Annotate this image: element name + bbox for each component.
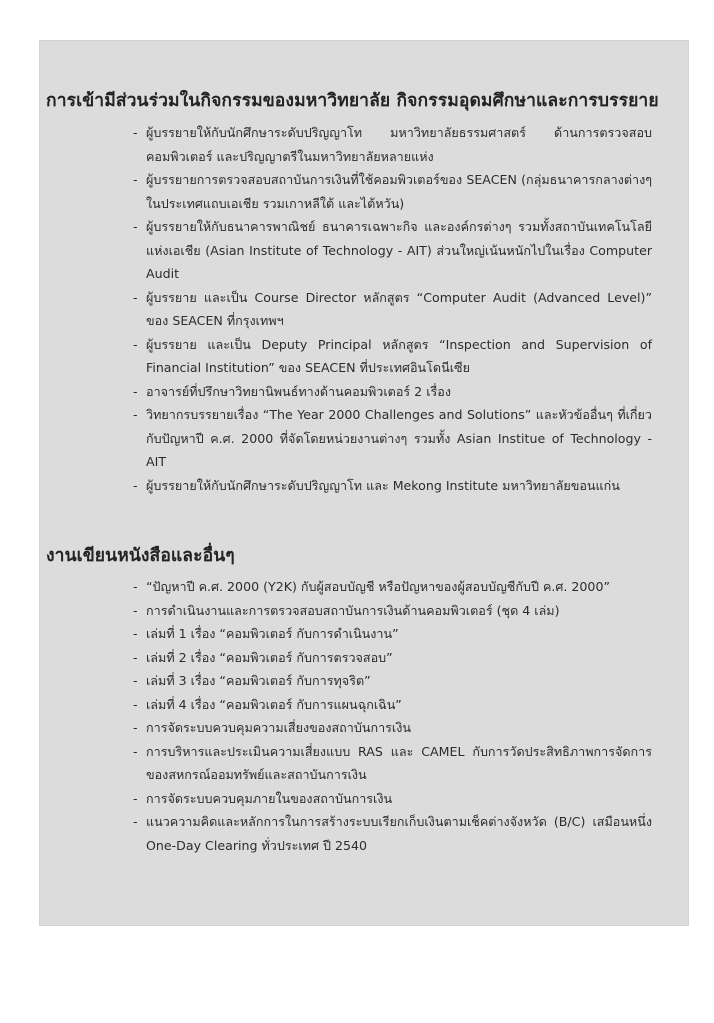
bullet-dash: - — [133, 172, 138, 187]
list-item-text: การจัดระบบควบคุมภายในของสถาบันการเงิน — [146, 790, 393, 806]
bullet-dash: - — [133, 579, 138, 594]
bullet-dash: - — [133, 814, 138, 829]
list-item — [133, 333, 652, 380]
list-item-text: แนวความคิดและหลักการในการสร้างระบบเรียกเก็บเงินตามเช็คต่างจังหวัด (B/C) เสมือนหนึ่ง One-Day Clearing ทั่วประเทศ ปี 2540 — [146, 814, 652, 853]
bullet-dash: - — [133, 125, 138, 140]
list-item — [133, 380, 652, 404]
list-item-text: อาจารย์ที่ปรึกษาวิทยานิพนธ์ทางด้านคอมพิวเตอร์ 2 เรื่อง — [146, 383, 451, 399]
bullet-dash: - — [133, 289, 138, 305]
sub-list-item — [133, 693, 652, 717]
list-item-text: การดำเนินงานและการตรวจสอบสถาบันการเงินด้านคอมพิวเตอร์ (ชุด 4 เล่ม) — [146, 602, 560, 618]
bullet-dash: - — [133, 790, 138, 806]
list-item — [133, 121, 652, 168]
list-item-text: “ปัญหาปี ค.ศ. 2000 (Y2K) กับผู้สอบบัญชี หรือปัญหาของผู้สอบบัญชีกับปี ค.ศ. 2000” — [146, 579, 610, 594]
list-item-text: เล่มที่ 1 เรื่อง “คอมพิวเตอร์ กับการดำเนินงาน” — [146, 626, 399, 641]
list-item-text: เล่มที่ 4 เรื่อง “คอมพิวเตอร์ กับการแผนฉุกเฉิน” — [146, 696, 402, 712]
bullet-dash: - — [133, 602, 138, 618]
list-item — [133, 787, 652, 811]
activities-list — [133, 121, 652, 497]
bullet-dash: - — [133, 336, 138, 352]
bullet-dash: - — [133, 743, 138, 759]
sub-list-item — [133, 622, 652, 646]
list-item-text: ผู้บรรยายให้กับธนาคารพาณิชย์ ธนาคารเฉพาะกิจ และองค์กรต่างๆ รวมทั้งสถาบันเทคโนโลยีแห่งเอเชีย (Asian Institute of Technology - AIT) ส่วนใหญ่เน้นหนักไปในเรื่อง Computer Audit — [146, 219, 652, 281]
list-item — [133, 168, 652, 215]
list-item-text: การบริหารและประเมินความเสี่ยงแบบ RAS และ CAMEL กับการวัดประสิทธิภาพการจัดการของสหกรณ์ออมทรัพย์และสถาบันการเงิน — [146, 743, 652, 782]
list-item-text: การจัดระบบควบคุมความเสี่ยงของสถาบันการเงิน — [146, 720, 411, 735]
bullet-dash: - — [133, 696, 138, 712]
sub-list-item — [133, 646, 652, 670]
list-item-text: เล่มที่ 3 เรื่อง “คอมพิวเตอร์ กับการทุจริต” — [146, 673, 371, 688]
bullet-dash: - — [133, 626, 138, 641]
list-item-text: ผู้บรรยายให้กับนักศึกษาระดับปริญญาโท และ Mekong Institute มหาวิทยาลัยขอนแก่น — [146, 477, 620, 493]
bullet-dash: - — [133, 477, 138, 493]
bullet-dash: - — [133, 407, 138, 422]
writings-list — [133, 575, 652, 857]
list-item-text: วิทยากรบรรยายเรื่อง “The Year 2000 Challenges and Solutions” และหัวข้ออื่นๆ ที่เกี่ยวกับปัญหาปี ค.ศ. 2000 ที่จัดโดยหน่วยงานต่างๆ รวมทั้ง Asian Institue of Technology - AIT — [146, 407, 652, 469]
section-heading-writings: งานเขียนหนังสือและอื่นๆ — [46, 546, 235, 566]
list-item — [133, 286, 652, 333]
section-heading-activities: การเข้ามีส่วนร่วมในกิจกรรมของมหาวิทยาลัย กิจกรรมอุดมศึกษาและการบรรยาย — [46, 91, 659, 111]
list-item-text: ผู้บรรยาย และเป็น Course Director หลักสูตร “Computer Audit (Advanced Level)” ของ SEACEN ที่กรุงเทพฯ — [146, 289, 652, 328]
bullet-dash: - — [133, 673, 138, 688]
bullet-dash: - — [133, 383, 138, 399]
list-item — [133, 575, 652, 599]
list-item-text: ผู้บรรยายการตรวจสอบสถาบันการเงินที่ใช้คอมพิวเตอร์ของ SEACEN (กลุ่มธนาคารกลางต่างๆ ในประเทศแถบเอเชีย รวมเกาหลีใต้ และไต้หวัน) — [146, 172, 652, 211]
bullet-dash: - — [133, 219, 138, 234]
sub-list-item — [133, 669, 652, 693]
bullet-dash: - — [133, 649, 138, 665]
list-item — [133, 810, 652, 857]
list-item — [133, 599, 652, 623]
list-item — [133, 716, 652, 740]
list-item-text: ผู้บรรยายให้กับนักศึกษาระดับปริญญาโท มหาวิทยาลัยธรรมศาสตร์ ด้านการตรวจสอบคอมพิวเตอร์ และปริญญาตรีในมหาวิทยาลัยหลายแห่ง — [146, 125, 652, 164]
list-item — [133, 740, 652, 787]
list-item — [133, 474, 652, 498]
list-item-text: ผู้บรรยาย และเป็น Deputy Principal หลักสูตร “Inspection and Supervision of Financial Institution” ของ SEACEN ที่ประเทศอินโดนีเซีย — [146, 336, 652, 375]
bullet-dash: - — [133, 720, 138, 735]
list-item-text: เล่มที่ 2 เรื่อง “คอมพิวเตอร์ กับการตรวจสอบ” — [146, 649, 393, 665]
list-item — [133, 403, 652, 474]
list-item — [133, 215, 652, 286]
